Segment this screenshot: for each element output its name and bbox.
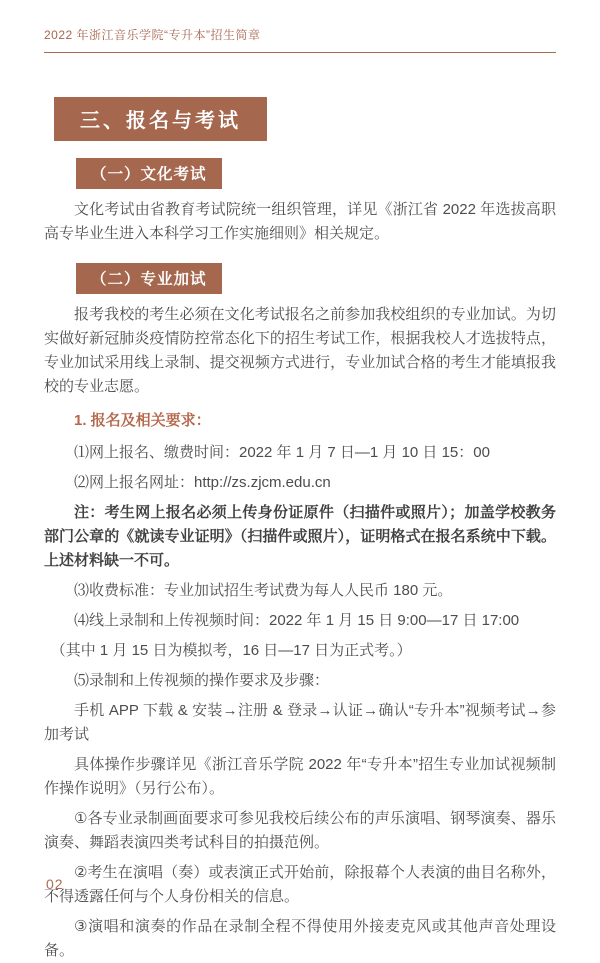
header-title: 2022 年浙江音乐学院“专升本”招生简章 <box>44 28 261 42</box>
list-title-requirements: 1. 报名及相关要求： <box>74 412 211 429</box>
item-app-steps: 手机 APP 下载 & 安装→注册 & 登录→认证→确认“专升本”视频考试→参加考试 <box>44 702 556 743</box>
page-body <box>44 97 556 963</box>
item-online-registration-time: ⑴网上报名、缴费时间：2022 年 1 月 7 日—1 月 10 日 15：00 <box>74 444 490 461</box>
culture-exam-paragraph: 文化考试由省教育考试院统一组织管理，详见《浙江省 2022 年选拔高职高专毕业生进入本科学习工作实施细则》相关规定。 <box>44 201 556 242</box>
item-video-upload-time-detail: （其中 1 月 15 日为模拟考，16 日—17 日为正式考。） <box>50 642 412 659</box>
section-title-banner: 三、报名与考试 <box>54 97 267 141</box>
item-recording-requirement-2: ②考生在演唱（奏）或表演正式开始前，除报幕个人表演的曲目名称外，不得透露任何与个人身份相关的信息。 <box>44 864 556 905</box>
page-header <box>44 26 556 53</box>
subsection-banner-major-test: （二）专业加试 <box>76 263 222 294</box>
item-recording-requirement-3: ③演唱和演奏的作品在录制全程不得使用外接麦克风或其他声音处理设备。 <box>44 918 556 959</box>
item-registration-url: ⑵网上报名网址：http://zs.zjcm.edu.cn <box>74 474 331 491</box>
page-number: 02 <box>46 876 64 892</box>
item-video-upload-time: ⑷线上录制和上传视频时间：2022 年 1 月 15 日 9:00—17 日 17:00 <box>74 612 520 629</box>
major-test-paragraph: 报考我校的考生必须在文化考试报名之前参加我校组织的专业加试。为切实做好新冠肺炎疫情防控常态化下的招生考试工作，根据我校人才选拔特点，专业加试采用线上录制、提交视频方式进行，专业加试合格的考生才能填报我校的专业志愿。 <box>44 306 556 395</box>
item-registration-note: 注：考生网上报名必须上传身份证原件（扫描件或照片）；加盖学校教务部门公章的《就读专业证明》（扫描件或照片），证明格式在报名系统中下载。上述材料缺一不可。 <box>44 504 556 569</box>
item-detailed-instructions: 具体操作步骤详见《浙江音乐学院 2022 年“专升本”招生专业加试视频制作操作说明》（另行公布）。 <box>44 756 556 797</box>
page-footer <box>46 876 64 894</box>
item-recording-steps-title: ⑸录制和上传视频的操作要求及步骤： <box>74 672 330 689</box>
subsection-banner-culture-exam: （一）文化考试 <box>76 158 222 189</box>
item-recording-requirement-1: ①各专业录制画面要求可参见我校后续公布的声乐演唱、钢琴演奏、器乐演奏、舞蹈表演四类考试科目的拍摄范例。 <box>44 810 556 851</box>
item-fee-standard: ⑶收费标准：专业加试招生考试费为每人人民币 180 元。 <box>74 582 453 599</box>
